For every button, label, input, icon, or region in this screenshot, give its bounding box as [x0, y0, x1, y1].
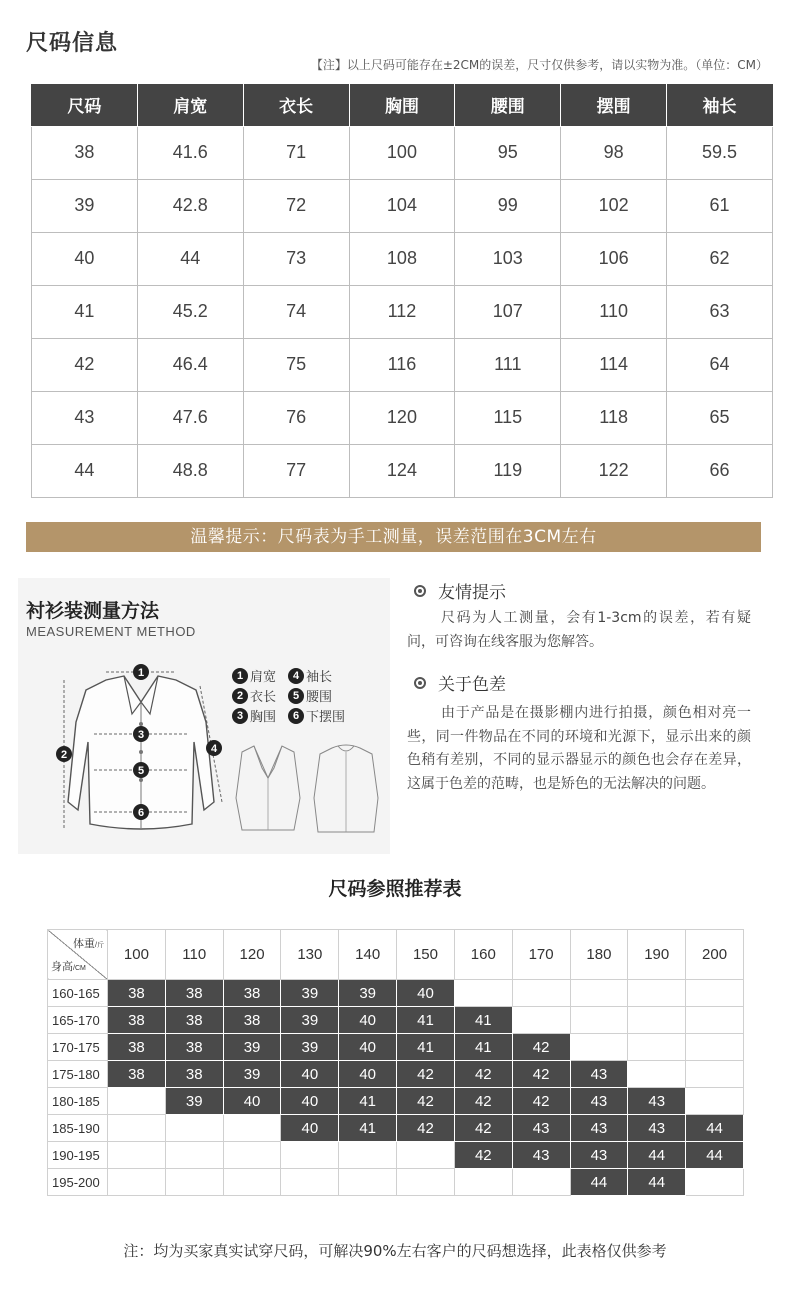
size-cell: 42 — [454, 1115, 512, 1142]
table-row — [32, 391, 773, 444]
marker-5: 5 — [137, 765, 145, 777]
weight-header-cell: 200 — [686, 930, 744, 980]
size-cell — [454, 980, 512, 1007]
table-cell: 64 — [667, 338, 773, 391]
table-cell: 106 — [561, 232, 667, 285]
size-cell: 39 — [281, 980, 339, 1007]
size-cell: 38 — [108, 1061, 166, 1088]
size-cell: 38 — [165, 1007, 223, 1034]
table-row — [32, 179, 773, 232]
size-cell: 42 — [397, 1061, 455, 1088]
size-cell — [512, 980, 570, 1007]
size-cell: 42 — [397, 1088, 455, 1115]
size-cell — [397, 1169, 455, 1196]
size-cell — [397, 1142, 455, 1169]
size-cell: 43 — [628, 1115, 686, 1142]
size-cell — [108, 1088, 166, 1115]
size-cell: 39 — [281, 1034, 339, 1061]
size-table — [31, 84, 773, 498]
size-cell: 42 — [512, 1034, 570, 1061]
size-cell — [108, 1142, 166, 1169]
measurement-title: 衬衫装测量方法 — [26, 600, 160, 622]
tip-banner: 温馨提示：尺码表为手工测量，误差范围在3CM左右 — [26, 522, 761, 552]
size-cell: 41 — [454, 1034, 512, 1061]
size-cell: 44 — [628, 1142, 686, 1169]
table-cell: 108 — [349, 232, 455, 285]
size-cell: 38 — [108, 1034, 166, 1061]
weight-header-cell: 130 — [281, 930, 339, 980]
table-cell: 46.4 — [137, 338, 243, 391]
table-cell: 73 — [243, 232, 349, 285]
weight-header-cell: 170 — [512, 930, 570, 980]
tip-text-color: 由于产品是在摄影棚内进行拍摄，颜色相对亮一些，同一件物品在不同的环境和光源下，显示出来的颜色稍有差别，不同的显示器显示的颜色也会存在差异，这属于色差的范畴，也是矫色的无法解决的问题。 — [407, 705, 751, 792]
size-cell: 41 — [339, 1115, 397, 1142]
size-cell — [686, 1007, 744, 1034]
size-cell — [223, 1169, 281, 1196]
table-cell: 62 — [667, 232, 773, 285]
size-cell: 42 — [512, 1061, 570, 1088]
weight-header-cell: 120 — [223, 930, 281, 980]
height-label-cell: 195-200 — [48, 1169, 108, 1196]
size-cell — [108, 1169, 166, 1196]
table-cell: 95 — [455, 126, 561, 179]
measurement-panel — [18, 578, 390, 854]
shirt-diagram-icon — [46, 662, 236, 848]
size-cell — [686, 1061, 744, 1088]
table-cell: 103 — [455, 232, 561, 285]
size-cell: 42 — [512, 1088, 570, 1115]
marker-2: 2 — [60, 749, 68, 761]
target-icon — [414, 677, 426, 689]
header-cell: 衣长 — [243, 84, 349, 126]
size-cell — [628, 1061, 686, 1088]
size-cell: 39 — [281, 1007, 339, 1034]
size-cell: 41 — [339, 1088, 397, 1115]
size-cell: 42 — [454, 1088, 512, 1115]
size-cell: 39 — [339, 980, 397, 1007]
table-cell: 66 — [667, 444, 773, 497]
size-cell: 38 — [108, 1007, 166, 1034]
size-cell: 39 — [165, 1088, 223, 1115]
size-cell — [339, 1142, 397, 1169]
size-cell: 42 — [454, 1061, 512, 1088]
table-cell: 47.6 — [137, 391, 243, 444]
target-icon — [414, 585, 426, 597]
size-table-header — [32, 84, 773, 126]
height-label-cell: 165-170 — [48, 1007, 108, 1034]
table-cell: 100 — [349, 126, 455, 179]
header-cell: 尺码 — [32, 84, 138, 126]
table-cell: 61 — [667, 179, 773, 232]
table-row — [48, 1142, 744, 1169]
page-title: 尺码信息 — [26, 31, 119, 56]
table-cell: 72 — [243, 179, 349, 232]
size-cell: 41 — [397, 1034, 455, 1061]
header-cell: 腰围 — [455, 84, 561, 126]
legend-item: 6 下摆围 — [288, 706, 345, 725]
table-cell: 41 — [32, 285, 138, 338]
size-cell — [223, 1115, 281, 1142]
height-label-cell: 175-180 — [48, 1061, 108, 1088]
weight-header-cell: 150 — [397, 930, 455, 980]
weight-header-cell: 180 — [570, 930, 628, 980]
marker-4: 4 — [210, 743, 218, 755]
weight-header-cell: 110 — [165, 930, 223, 980]
table-cell: 42 — [32, 338, 138, 391]
size-cell: 43 — [512, 1115, 570, 1142]
table-cell: 116 — [349, 338, 455, 391]
size-cell — [686, 1169, 744, 1196]
weight-header-cell: 160 — [454, 930, 512, 980]
corner-cell: 体重/斤 身高/CM — [48, 930, 108, 980]
table-row — [48, 1007, 744, 1034]
table-row — [48, 1169, 744, 1196]
size-cell: 41 — [397, 1007, 455, 1034]
size-cell: 44 — [628, 1169, 686, 1196]
table-row — [32, 232, 773, 285]
marker-1: 1 — [137, 667, 145, 679]
size-cell: 41 — [454, 1007, 512, 1034]
size-cell: 39 — [223, 1034, 281, 1061]
table-cell: 110 — [561, 285, 667, 338]
size-cell: 38 — [223, 980, 281, 1007]
table-row — [48, 1061, 744, 1088]
table-cell: 39 — [32, 179, 138, 232]
table-row — [48, 1034, 744, 1061]
size-cell: 44 — [686, 1142, 744, 1169]
tip-text-friendly: 尺码为人工测量，会有1-3cm的误差，若有疑问，可咨询在线客服为您解答。 — [407, 610, 751, 650]
table-cell: 114 — [561, 338, 667, 391]
size-cell — [223, 1142, 281, 1169]
size-cell: 43 — [570, 1142, 628, 1169]
table-cell: 104 — [349, 179, 455, 232]
size-cell: 43 — [628, 1088, 686, 1115]
weight-header-cell: 140 — [339, 930, 397, 980]
size-cell: 38 — [165, 1061, 223, 1088]
size-cell — [165, 1169, 223, 1196]
size-cell: 38 — [223, 1007, 281, 1034]
size-cell: 40 — [339, 1034, 397, 1061]
table-cell: 41.6 — [137, 126, 243, 179]
marker-3: 3 — [137, 729, 145, 741]
table-cell: 59.5 — [667, 126, 773, 179]
table-row — [32, 126, 773, 179]
table-cell: 44 — [32, 444, 138, 497]
legend-item: 4 袖长 — [288, 666, 332, 685]
size-cell: 43 — [512, 1142, 570, 1169]
size-cell: 43 — [570, 1061, 628, 1088]
size-cell — [512, 1169, 570, 1196]
size-cell — [570, 1007, 628, 1034]
table-cell: 120 — [349, 391, 455, 444]
height-label-cell: 180-185 — [48, 1088, 108, 1115]
recommend-title: 尺码参照推荐表 — [328, 878, 462, 900]
table-row — [32, 285, 773, 338]
table-row — [48, 1115, 744, 1142]
recommend-header-row — [48, 930, 744, 980]
table-cell: 40 — [32, 232, 138, 285]
size-cell — [281, 1169, 339, 1196]
table-cell: 118 — [561, 391, 667, 444]
size-cell: 38 — [108, 980, 166, 1007]
size-cell: 43 — [570, 1088, 628, 1115]
size-cell — [628, 1007, 686, 1034]
marker-6: 6 — [137, 807, 145, 819]
header-cell: 摆围 — [561, 84, 667, 126]
weight-header-cell: 190 — [628, 930, 686, 980]
table-cell: 76 — [243, 391, 349, 444]
size-cell: 44 — [570, 1169, 628, 1196]
tip-heading-friendly: 友情提示 — [414, 578, 506, 603]
table-cell: 119 — [455, 444, 561, 497]
size-cell — [570, 980, 628, 1007]
table-cell: 38 — [32, 126, 138, 179]
table-cell: 45.2 — [137, 285, 243, 338]
table-cell: 71 — [243, 126, 349, 179]
size-cell: 40 — [281, 1061, 339, 1088]
table-cell: 77 — [243, 444, 349, 497]
height-label-cell: 190-195 — [48, 1142, 108, 1169]
legend-item: 2 衣长 — [232, 686, 276, 705]
size-cell: 44 — [686, 1115, 744, 1142]
size-cell — [339, 1169, 397, 1196]
height-label-cell: 160-165 — [48, 980, 108, 1007]
table-cell: 42.8 — [137, 179, 243, 232]
size-note: 【注】以上尺码可能存在±2CM的误差，尺寸仅供参考，请以实物为准。（单位：CM） — [310, 58, 768, 72]
table-row — [48, 980, 744, 1007]
weight-header-cell: 100 — [108, 930, 166, 980]
size-cell: 39 — [223, 1061, 281, 1088]
size-cell — [165, 1142, 223, 1169]
size-cell: 40 — [397, 980, 455, 1007]
table-cell: 65 — [667, 391, 773, 444]
table-cell: 102 — [561, 179, 667, 232]
table-cell: 48.8 — [137, 444, 243, 497]
size-cell — [628, 980, 686, 1007]
size-cell: 38 — [165, 980, 223, 1007]
size-cell: 40 — [339, 1061, 397, 1088]
tip-heading-color: 关于色差 — [414, 670, 506, 695]
table-cell: 112 — [349, 285, 455, 338]
size-cell — [628, 1034, 686, 1061]
jacket-sketch-icon — [234, 738, 384, 838]
size-cell: 42 — [397, 1115, 455, 1142]
legend-item: 1 肩宽 — [232, 666, 276, 685]
footer-note: 注：均为买家真实试穿尺码，可解决90%左右客户的尺码想选择，此表格仅供参考 — [123, 1242, 667, 1260]
size-cell — [454, 1169, 512, 1196]
table-cell: 122 — [561, 444, 667, 497]
table-cell: 43 — [32, 391, 138, 444]
table-row — [48, 1088, 744, 1115]
table-cell: 115 — [455, 391, 561, 444]
header-cell: 肩宽 — [137, 84, 243, 126]
table-row — [32, 338, 773, 391]
table-cell: 107 — [455, 285, 561, 338]
size-cell — [165, 1115, 223, 1142]
height-label-cell: 185-190 — [48, 1115, 108, 1142]
size-cell — [512, 1007, 570, 1034]
header-cell: 袖长 — [667, 84, 773, 126]
table-cell: 98 — [561, 126, 667, 179]
size-cell — [686, 980, 744, 1007]
size-cell: 40 — [281, 1115, 339, 1142]
size-cell — [281, 1142, 339, 1169]
size-cell — [686, 1034, 744, 1061]
table-cell: 74 — [243, 285, 349, 338]
legend-item: 5 腰围 — [288, 686, 332, 705]
table-row — [32, 444, 773, 497]
recommend-table — [47, 929, 744, 1196]
table-cell: 63 — [667, 285, 773, 338]
measurement-subtitle: MEASUREMENT METHOD — [26, 624, 196, 639]
table-cell: 44 — [137, 232, 243, 285]
size-cell — [570, 1034, 628, 1061]
size-cell: 40 — [223, 1088, 281, 1115]
size-cell: 42 — [454, 1142, 512, 1169]
size-cell: 38 — [165, 1034, 223, 1061]
table-cell: 75 — [243, 338, 349, 391]
size-cell: 40 — [281, 1088, 339, 1115]
size-cell: 40 — [339, 1007, 397, 1034]
table-cell: 99 — [455, 179, 561, 232]
table-cell: 124 — [349, 444, 455, 497]
table-cell: 111 — [455, 338, 561, 391]
header-cell: 胸围 — [349, 84, 455, 126]
height-label-cell: 170-175 — [48, 1034, 108, 1061]
legend-item: 3 胸围 — [232, 706, 276, 725]
size-cell — [108, 1115, 166, 1142]
size-cell — [686, 1088, 744, 1115]
size-cell: 43 — [570, 1115, 628, 1142]
